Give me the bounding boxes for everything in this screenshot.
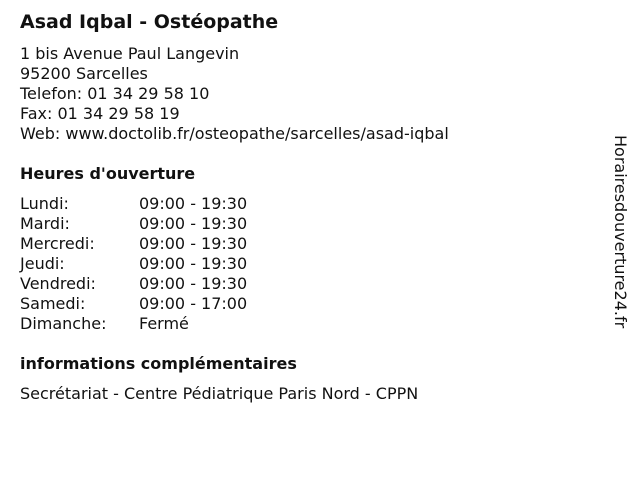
day-label: Mardi:	[20, 214, 70, 233]
hours-value: 09:00 - 19:30	[139, 214, 248, 233]
opening-hours-heading: Heures d'ouverture	[20, 164, 196, 183]
hours-value: 09:00 - 19:30	[139, 234, 248, 253]
hours-value: 09:00 - 19:30	[139, 274, 248, 293]
day-label: Jeudi:	[20, 254, 65, 273]
day-label: Mercredi:	[20, 234, 95, 253]
page-title: Asad Iqbal - Ostéopathe	[20, 11, 279, 33]
contact-block	[20, 44, 449, 144]
day-label: Dimanche:	[20, 314, 107, 333]
hours-row-monday	[20, 194, 320, 214]
hours-row-tuesday	[20, 214, 320, 234]
hours-value: 09:00 - 17:00	[139, 294, 248, 313]
day-label: Vendredi:	[20, 274, 96, 293]
site-watermark: Horairesdouverture24.fr	[611, 135, 630, 329]
hours-row-wednesday	[20, 234, 320, 254]
additional-info-text: Secrétariat - Centre Pédiatrique Paris Nord - CPPN	[20, 384, 419, 403]
hours-row-sunday	[20, 314, 320, 334]
hours-row-saturday	[20, 294, 320, 314]
website-line: Web: www.doctolib.fr/osteopathe/sarcelles/asad-iqbal	[20, 124, 449, 143]
address-street: 1 bis Avenue Paul Langevin	[20, 44, 240, 63]
hours-value: 09:00 - 19:30	[139, 194, 248, 213]
phone-line: Telefon: 01 34 29 58 10	[20, 84, 210, 103]
address-city: 95200 Sarcelles	[20, 64, 148, 83]
hours-row-thursday	[20, 254, 320, 274]
fax-line: Fax: 01 34 29 58 19	[20, 104, 180, 123]
additional-info-heading: informations complémentaires	[20, 354, 297, 373]
hours-value: 09:00 - 19:30	[139, 254, 248, 273]
day-label: Samedi:	[20, 294, 86, 313]
opening-hours-table	[20, 194, 320, 334]
hours-value: Fermé	[139, 314, 189, 333]
day-label: Lundi:	[20, 194, 69, 213]
hours-row-friday	[20, 274, 320, 294]
